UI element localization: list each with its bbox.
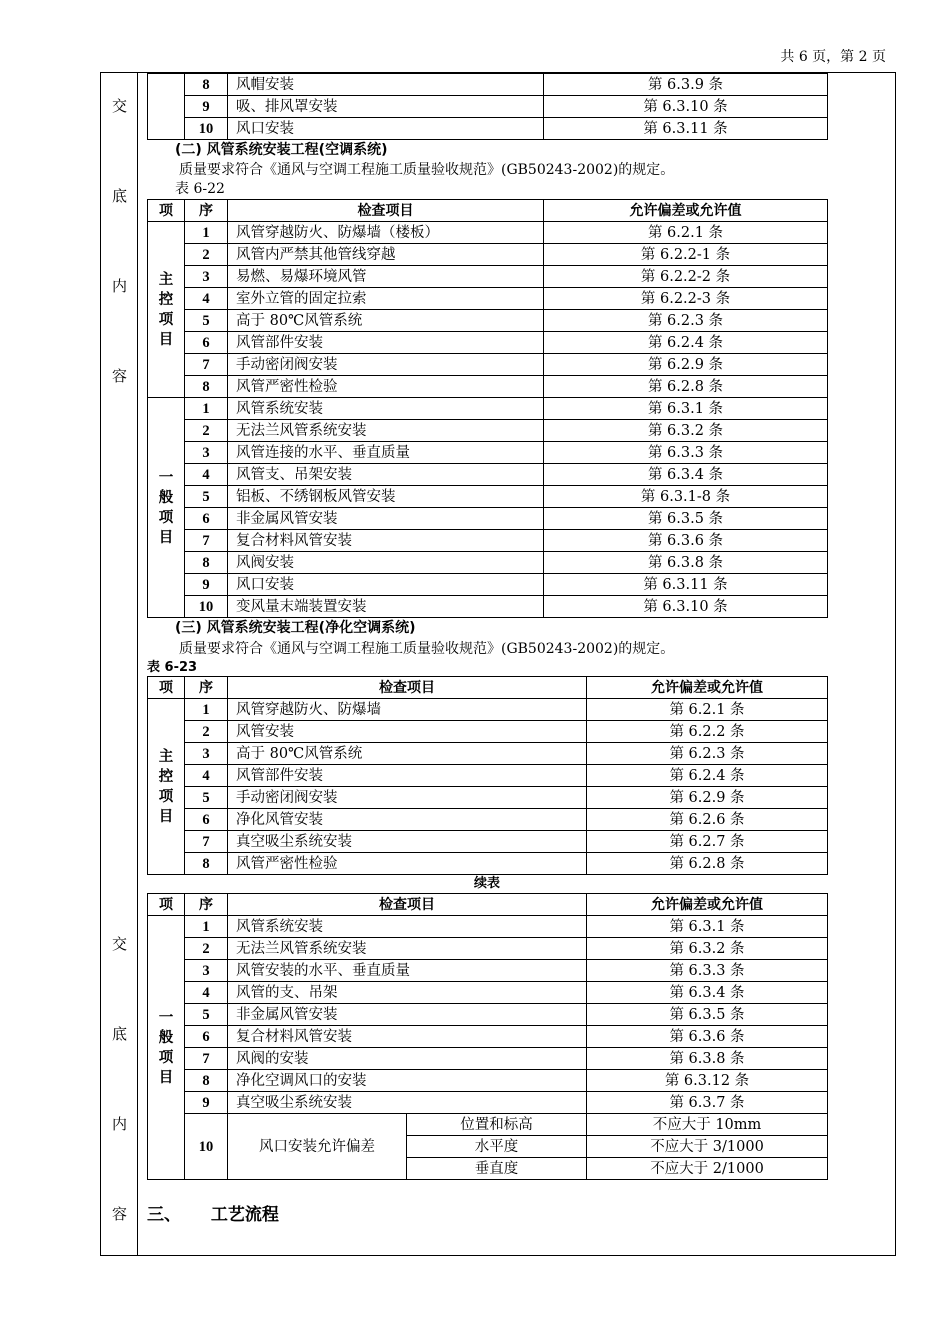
column-header: 项 xyxy=(148,677,185,699)
check-item: 风阀的安装 xyxy=(228,1048,587,1070)
table-row xyxy=(148,354,828,376)
check-item: 真空吸尘系统安装 xyxy=(228,831,587,853)
allowed-value: 第 6.2.3 条 xyxy=(587,743,828,765)
allowed-value: 第 6.3.4 条 xyxy=(587,982,828,1004)
allowed-value: 第 6.3.3 条 xyxy=(587,960,828,982)
section-description: 质量要求符合《通风与空调工程施工质量验收规范》(GB50243-2002)的规定。 xyxy=(179,162,675,178)
left-label: 底 xyxy=(111,1025,127,1043)
check-item: 手动密闭阀安装 xyxy=(228,787,587,809)
allowed-value: 第 6.3.5 条 xyxy=(587,1004,828,1026)
allowed-value: 第 6.2.8 条 xyxy=(544,376,828,398)
row-number: 5 xyxy=(185,787,228,809)
check-item: 风管支、吊架安装 xyxy=(228,464,544,486)
table-row xyxy=(148,699,828,721)
continued-label: 续表 xyxy=(473,876,500,891)
column-header: 序 xyxy=(185,894,228,916)
row-number: 5 xyxy=(185,310,228,332)
table-row xyxy=(148,1026,828,1048)
row-number: 7 xyxy=(185,831,228,853)
allowed-value: 第 6.2.1 条 xyxy=(587,699,828,721)
check-item: 风管部件安装 xyxy=(228,765,587,787)
row-number: 2 xyxy=(185,244,228,266)
page-number: 共 6 页，第 2 页 xyxy=(780,49,886,65)
left-label-column xyxy=(101,73,138,1255)
table-row xyxy=(148,96,828,118)
check-item: 无法兰风管系统安装 xyxy=(228,938,587,960)
check-item: 风管部件安装 xyxy=(228,332,544,354)
row-number: 8 xyxy=(185,376,228,398)
check-item: 风管穿越防火、防爆墙（楼板） xyxy=(228,222,544,244)
table-row xyxy=(148,508,828,530)
table-row xyxy=(148,809,828,831)
table-row xyxy=(148,376,828,398)
row-number: 3 xyxy=(185,266,228,288)
check-item: 非金属风管安装 xyxy=(228,508,544,530)
allowed-value: 第 6.2.1 条 xyxy=(544,222,828,244)
row-number: 1 xyxy=(185,699,228,721)
table-row xyxy=(148,982,828,1004)
check-item: 非金属风管安装 xyxy=(228,1004,587,1026)
table-row xyxy=(148,74,828,96)
table-row xyxy=(148,1114,828,1136)
category-label: 主 控 项 目 xyxy=(148,222,185,398)
row-number: 2 xyxy=(185,420,228,442)
row-number: 3 xyxy=(185,442,228,464)
table-6-23 xyxy=(147,676,828,875)
check-item: 无法兰风管系统安装 xyxy=(228,420,544,442)
category-label: 一 般 项 目 xyxy=(148,398,185,618)
allowed-value: 第 6.3.1 条 xyxy=(587,916,828,938)
check-item: 风管的支、吊架 xyxy=(228,982,587,1004)
check-item: 风口安装 xyxy=(228,574,544,596)
table-row xyxy=(148,596,828,618)
left-label: 容 xyxy=(111,1205,127,1223)
allowed-value: 第 6.3.5 条 xyxy=(544,508,828,530)
check-item: 净化空调风口的安装 xyxy=(228,1070,587,1092)
allowed-value: 第 6.2.4 条 xyxy=(544,332,828,354)
heading-text: 工艺流程 xyxy=(210,1205,279,1225)
table-row xyxy=(148,831,828,853)
row-number: 10 xyxy=(185,1114,228,1180)
row-number: 9 xyxy=(185,574,228,596)
table-number: 表 6-23 xyxy=(147,660,198,675)
row-number: 2 xyxy=(185,721,228,743)
table-row xyxy=(148,1070,828,1092)
category-label: 主 控 项 目 xyxy=(148,699,185,875)
allowed-value: 第 6.3.1 条 xyxy=(544,398,828,420)
table-row xyxy=(148,332,828,354)
left-label: 底 xyxy=(111,187,127,205)
table-row xyxy=(148,442,828,464)
table-row xyxy=(148,530,828,552)
sub-item: 位置和标高 xyxy=(407,1114,587,1136)
allowed-value: 第 6.3.11 条 xyxy=(544,118,828,140)
check-item: 风管穿越防火、防爆墙 xyxy=(228,699,587,721)
left-label: 交 xyxy=(111,97,127,115)
row-number: 8 xyxy=(185,552,228,574)
allowed-value: 第 6.2.9 条 xyxy=(587,787,828,809)
allowed-value: 第 6.2.7 条 xyxy=(587,831,828,853)
check-item: 变风量末端装置安装 xyxy=(228,596,544,618)
table-row xyxy=(148,398,828,420)
table-row xyxy=(148,938,828,960)
column-header: 项 xyxy=(148,200,185,222)
left-label: 容 xyxy=(111,367,127,385)
column-header: 允许偏差或允许值 xyxy=(587,677,828,699)
check-item: 室外立管的固定拉索 xyxy=(228,288,544,310)
allowed-value: 第 6.2.3 条 xyxy=(544,310,828,332)
table-row xyxy=(148,721,828,743)
allowed-value: 不应大于 2/1000 xyxy=(587,1158,828,1180)
row-number: 10 xyxy=(185,596,228,618)
table-row xyxy=(148,118,828,140)
table-6-22 xyxy=(147,199,828,618)
allowed-value: 第 6.3.6 条 xyxy=(587,1026,828,1048)
check-item: 高于 80℃风管系统 xyxy=(228,743,587,765)
row-number: 10 xyxy=(185,118,228,140)
allowed-value: 第 6.3.1-8 条 xyxy=(544,486,828,508)
column-header: 检查项目 xyxy=(228,894,587,916)
row-number: 3 xyxy=(185,743,228,765)
row-number: 2 xyxy=(185,938,228,960)
allowed-value: 第 6.2.2-1 条 xyxy=(544,244,828,266)
allowed-value: 第 6.2.2-2 条 xyxy=(544,266,828,288)
column-header: 序 xyxy=(185,200,228,222)
table-row xyxy=(148,574,828,596)
allowed-value: 第 6.3.8 条 xyxy=(544,552,828,574)
allowed-value: 第 6.2.2-3 条 xyxy=(544,288,828,310)
column-header: 允许偏差或允许值 xyxy=(544,200,828,222)
table-row xyxy=(148,853,828,875)
check-item: 风口安装 xyxy=(228,118,544,140)
table-row xyxy=(148,310,828,332)
row-number: 7 xyxy=(185,1048,228,1070)
row-number: 8 xyxy=(185,1070,228,1092)
column-header: 允许偏差或允许值 xyxy=(587,894,828,916)
table-row xyxy=(148,464,828,486)
check-item: 复合材料风管安装 xyxy=(228,1026,587,1048)
check-item: 风管安装的水平、垂直质量 xyxy=(228,960,587,982)
check-item: 易燃、易爆环境风管 xyxy=(228,266,544,288)
allowed-value: 第 6.2.4 条 xyxy=(587,765,828,787)
table-number: 表 6-22 xyxy=(175,181,225,197)
table-row xyxy=(148,266,828,288)
section-title: (三) 风管系统安装工程(净化空调系统) xyxy=(175,620,416,636)
category-label: 一 般 项 目 xyxy=(148,916,185,1180)
row-number: 9 xyxy=(185,1092,228,1114)
row-number: 1 xyxy=(185,222,228,244)
check-item: 风管内严禁其他管线穿越 xyxy=(228,244,544,266)
row-number: 6 xyxy=(185,809,228,831)
allowed-value: 第 6.3.6 条 xyxy=(544,530,828,552)
table-row xyxy=(148,222,828,244)
allowed-value: 第 6.3.11 条 xyxy=(544,574,828,596)
allowed-value: 第 6.3.4 条 xyxy=(544,464,828,486)
check-item: 吸、排风罩安装 xyxy=(228,96,544,118)
section-description: 质量要求符合《通风与空调工程施工质量验收规范》(GB50243-2002)的规定。 xyxy=(179,641,675,657)
check-item: 风帽安装 xyxy=(228,74,544,96)
allowed-value: 第 6.3.10 条 xyxy=(544,96,828,118)
continued-table xyxy=(147,73,828,140)
row-number: 3 xyxy=(185,960,228,982)
row-number: 4 xyxy=(185,982,228,1004)
row-number: 8 xyxy=(185,74,228,96)
row-number: 5 xyxy=(185,1004,228,1026)
check-item: 铝板、不绣钢板风管安装 xyxy=(228,486,544,508)
check-item: 真空吸尘系统安装 xyxy=(228,1092,587,1114)
check-item: 风管严密性检验 xyxy=(228,853,587,875)
allowed-value: 第 6.2.6 条 xyxy=(587,809,828,831)
column-header: 检查项目 xyxy=(228,677,587,699)
table-row xyxy=(148,486,828,508)
table-row xyxy=(148,288,828,310)
table-row xyxy=(148,916,828,938)
content-area xyxy=(147,73,827,1225)
heading-number: 三、 xyxy=(147,1205,181,1225)
left-label: 内 xyxy=(111,277,127,295)
row-number: 8 xyxy=(185,853,228,875)
left-label: 内 xyxy=(111,1115,127,1133)
check-item: 风管连接的水平、垂直质量 xyxy=(228,442,544,464)
row-number: 7 xyxy=(185,530,228,552)
allowed-value: 第 6.3.3 条 xyxy=(544,442,828,464)
row-number: 5 xyxy=(185,486,228,508)
allowed-value: 不应大于 10mm xyxy=(587,1114,828,1136)
table-row xyxy=(148,765,828,787)
check-item: 净化风管安装 xyxy=(228,809,587,831)
allowed-value: 第 6.2.8 条 xyxy=(587,853,828,875)
allowed-value: 第 6.2.2 条 xyxy=(587,721,828,743)
allowed-value: 第 6.3.2 条 xyxy=(587,938,828,960)
row-number: 1 xyxy=(185,916,228,938)
table-row xyxy=(148,787,828,809)
table-row xyxy=(148,1048,828,1070)
column-header: 项 xyxy=(148,894,185,916)
sub-item: 水平度 xyxy=(407,1136,587,1158)
table-row xyxy=(148,420,828,442)
category-cell xyxy=(148,74,185,140)
column-header: 序 xyxy=(185,677,228,699)
column-header: 检查项目 xyxy=(228,200,544,222)
row-number: 6 xyxy=(185,332,228,354)
section-title: (二) 风管系统安装工程(空调系统) xyxy=(175,142,388,158)
table-row xyxy=(148,1004,828,1026)
row-number: 4 xyxy=(185,464,228,486)
row-number: 4 xyxy=(185,288,228,310)
check-item: 风阀安装 xyxy=(228,552,544,574)
allowed-value: 第 6.3.10 条 xyxy=(544,596,828,618)
table-row xyxy=(148,960,828,982)
row-number: 7 xyxy=(185,354,228,376)
check-item: 风管系统安装 xyxy=(228,916,587,938)
table-row xyxy=(148,244,828,266)
allowed-value: 第 6.3.7 条 xyxy=(587,1092,828,1114)
table-row xyxy=(148,743,828,765)
row-number: 6 xyxy=(185,508,228,530)
table-row xyxy=(148,1092,828,1114)
check-item: 风管安装 xyxy=(228,721,587,743)
check-item: 高于 80℃风管系统 xyxy=(228,310,544,332)
row-number: 4 xyxy=(185,765,228,787)
allowed-value: 第 6.3.2 条 xyxy=(544,420,828,442)
allowed-value: 第 6.2.9 条 xyxy=(544,354,828,376)
check-item: 风管严密性检验 xyxy=(228,376,544,398)
check-item: 手动密闭阀安装 xyxy=(228,354,544,376)
left-label: 交 xyxy=(111,935,127,953)
allowed-value: 不应大于 3/1000 xyxy=(587,1136,828,1158)
allowed-value: 第 6.3.8 条 xyxy=(587,1048,828,1070)
table-6-23-continued xyxy=(147,893,828,1180)
check-item: 复合材料风管安装 xyxy=(228,530,544,552)
sub-item: 垂直度 xyxy=(407,1158,587,1180)
heading-process-flow xyxy=(147,1200,827,1225)
row-number: 6 xyxy=(185,1026,228,1048)
allowed-value: 第 6.3.12 条 xyxy=(587,1070,828,1092)
check-item: 风管系统安装 xyxy=(228,398,544,420)
allowed-value: 第 6.3.9 条 xyxy=(544,74,828,96)
check-item: 风口安装允许偏差 xyxy=(228,1114,407,1180)
row-number: 9 xyxy=(185,96,228,118)
document-frame xyxy=(100,72,896,1256)
table-row xyxy=(148,552,828,574)
row-number: 1 xyxy=(185,398,228,420)
